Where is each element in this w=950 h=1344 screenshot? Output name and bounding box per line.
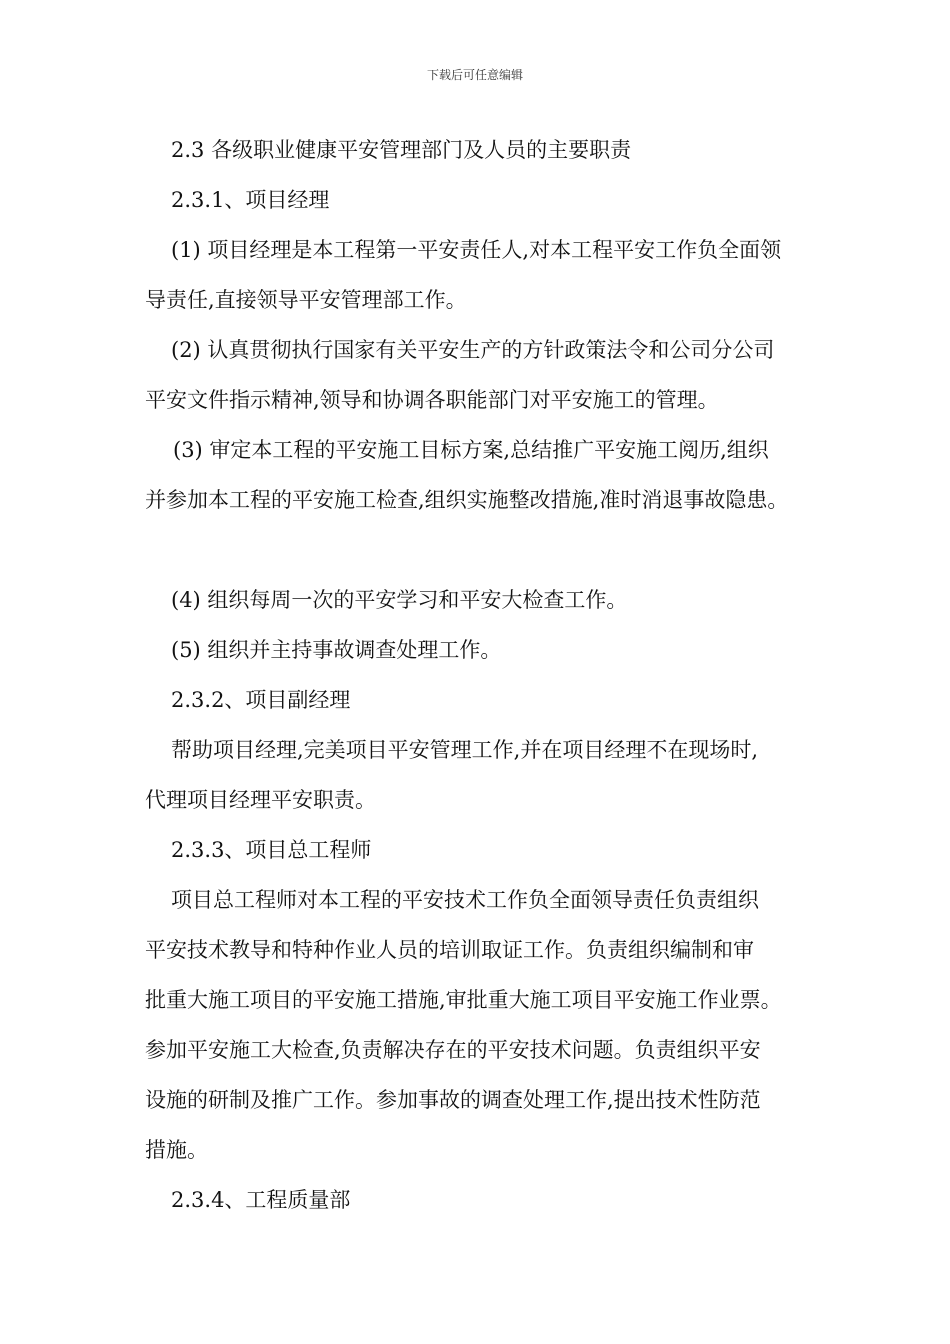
paragraph-line: (5) 组织并主持事故调查处理工作。 [171, 638, 502, 662]
paragraph-line: 设施的研制及推广工作。参加事故的调查处理工作,提出技术性防范 [145, 1088, 761, 1112]
paragraph-line: (3) 审定本工程的平安施工目标方案,总结推广平安施工阅历,组织 [173, 438, 769, 462]
paragraph-line: (2) 认真贯彻执行国家有关平安生产的方针政策法令和公司分公司 [171, 338, 775, 362]
section-heading: 2.3 各级职业健康平安管理部门及人员的主要职责 [171, 138, 632, 162]
paragraph-line: 并参加本工程的平安施工检查,组织实施整改措施,准时消退事故隐患。 [145, 488, 789, 512]
paragraph-line: 帮助项目经理,完美项目平安管理工作,并在项目经理不在现场时, [171, 738, 759, 762]
paragraph-line: 代理项目经理平安职责。 [145, 788, 376, 812]
subsection-heading: 2.3.2、项目副经理 [171, 688, 351, 712]
paragraph-line: (4) 组织每周一次的平安学习和平安大检查工作。 [171, 588, 628, 612]
paragraph-line: 措施。 [145, 1138, 208, 1162]
paragraph-line: 项目总工程师对本工程的平安技术工作负全面领导责任负责组织 [171, 888, 759, 912]
subsection-heading: 2.3.1、项目经理 [171, 188, 330, 212]
paragraph-line: 导责任,直接领导平安管理部工作。 [145, 288, 467, 312]
page-header: 下载后可任意编辑 [426, 68, 523, 82]
paragraph-line: (1) 项目经理是本工程第一平安责任人,对本工程平安工作负全面领 [171, 238, 782, 262]
subsection-heading: 2.3.3、项目总工程师 [171, 838, 372, 862]
subsection-heading: 2.3.4、工程质量部 [171, 1188, 351, 1212]
paragraph-line: 平安文件指示精神,领导和协调各职能部门对平安施工的管理。 [145, 388, 719, 412]
paragraph-line: 批重大施工项目的平安施工措施,审批重大施工项目平安施工作业票。 [145, 988, 782, 1012]
paragraph-line: 平安技术教导和特种作业人员的培训取证工作。负责组织编制和审 [145, 938, 754, 962]
paragraph-line: 参加平安施工大检查,负责解决存在的平安技术问题。负责组织平安 [145, 1038, 761, 1062]
